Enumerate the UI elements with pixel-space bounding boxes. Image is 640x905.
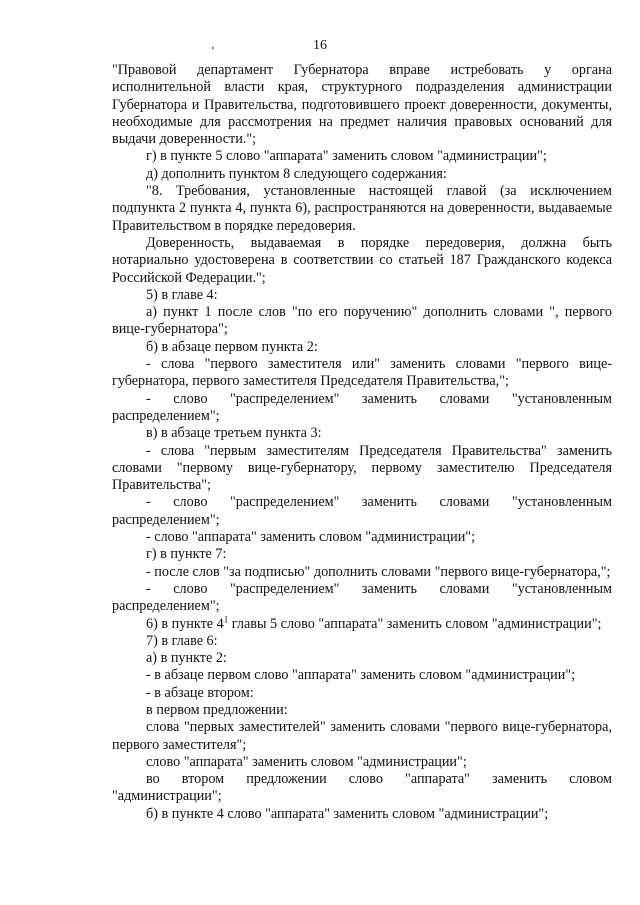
paragraph xyxy=(112,494,612,529)
paragraph-text: а) в пункте 2: xyxy=(146,650,227,667)
paragraph-text: слова "первых заместителей" заменить словами "первого вице-губернатора, первого заместителя"; xyxy=(112,719,612,753)
paragraph-text: "8. Требования, установленные настоящей главой (за исключением подпункта 2 пункта 4, пункта 6), распространяются на доверенности, выдаваемые Правительством в порядке передоверия. xyxy=(112,183,612,234)
paragraph xyxy=(112,581,612,616)
paragraph-text: во втором предложении слово "аппарата" заменить словом "администрации"; xyxy=(112,771,612,805)
paragraph-text: б) в пункте 4 слово "аппарата" заменить словом "администрации"; xyxy=(146,805,549,822)
paragraph xyxy=(112,287,612,304)
paragraph-text: д) дополнить пунктом 8 следующего содержания: xyxy=(146,165,447,182)
paragraph xyxy=(112,443,612,495)
paragraph-text: слово "аппарата" заменить словом "администрации"; xyxy=(146,753,467,770)
paragraph xyxy=(112,650,612,667)
paragraph xyxy=(112,613,612,633)
paragraph xyxy=(112,391,612,426)
paragraph xyxy=(112,529,612,546)
paragraph-text: 7) в главе 6: xyxy=(146,632,218,649)
paragraph xyxy=(112,166,612,183)
paragraph-text: - после слов "за подписью" дополнить словами "первого вице-губернатора,"; xyxy=(146,563,611,580)
paragraph xyxy=(112,806,612,823)
superscript: 1 xyxy=(223,613,229,624)
paragraph-text: - в абзаце втором: xyxy=(146,684,254,701)
paragraph xyxy=(112,546,612,563)
paragraph xyxy=(112,339,612,356)
paragraph xyxy=(112,148,612,165)
paragraph xyxy=(112,719,612,754)
paragraph-text: "Правовой департамент Губернатора вправе истребовать у органа исполнительной власти края, структурного подразделения администрации Губернатора и Правительства, подготовившего проект доверенности, документы, необходимые для рассмотрения на предмет наличия правовых оснований для выдачи доверенности."; xyxy=(112,62,612,148)
paragraph xyxy=(112,356,612,391)
paragraph-text: - слова "первого заместителя или" заменить словами "первого вице-губернатора, первого заместителя Председателя Правительства,"; xyxy=(112,356,612,390)
paragraph xyxy=(112,667,612,684)
paragraph-text: - в абзаце первом слово "аппарата" заменить словом "администрации"; xyxy=(146,667,576,684)
paragraph-text: 6) в пункте 4 xyxy=(146,615,224,632)
page-number: 16 xyxy=(313,38,327,53)
document-body xyxy=(112,62,612,823)
paragraph xyxy=(112,564,612,581)
paragraph-text: - слово "аппарата" заменить словом "администрации"; xyxy=(146,529,476,546)
paragraph-text: в первом предложении: xyxy=(146,701,288,718)
paragraph xyxy=(112,304,612,339)
paragraph-text: б) в абзаце первом пункта 2: xyxy=(146,338,318,355)
paragraph xyxy=(112,702,612,719)
paragraph-text: а) пункт 1 после слов "по его поручению" дополнить словами ", первого вице-губернатора"; xyxy=(112,304,612,338)
paragraph-text: г) в пункте 7: xyxy=(146,546,227,563)
paragraph xyxy=(112,62,612,148)
paragraph-text: г) в пункте 5 слово "аппарата" заменить словом "администрации"; xyxy=(146,148,547,165)
paragraph xyxy=(112,685,612,702)
paragraph-text: 5) в главе 4: xyxy=(146,286,218,303)
paragraph-text: - слово "распределением" заменить словами "установленным распределением"; xyxy=(112,390,612,424)
paragraph xyxy=(112,183,612,235)
paragraph-text: главы 5 слово "аппарата" заменить словом "администрации"; xyxy=(228,615,602,632)
scan-speck xyxy=(212,47,214,49)
paragraph-text: в) в абзаце третьем пункта 3: xyxy=(146,425,322,442)
paragraph xyxy=(112,235,612,287)
paragraph-text: - слово "распределением" заменить словами "установленным распределением"; xyxy=(112,580,612,615)
paragraph xyxy=(112,754,612,771)
paragraph-text: Доверенность, выдаваемая в порядке передоверия, должна быть нотариально удостоверена в соответствии со статьей 187 Гражданского кодекса Российской Федерации."; xyxy=(112,234,612,286)
paragraph xyxy=(112,771,612,806)
paragraph xyxy=(112,633,612,650)
paragraph xyxy=(112,425,612,442)
paragraph-text: - слова "первым заместителям Председателя Правительства" заменить словами "первому вице-губернатору, первому заместителю Председателя Правительства"; xyxy=(112,442,612,494)
paragraph-text: - слово "распределением" заменить словами "установленным распределением"; xyxy=(112,494,612,528)
